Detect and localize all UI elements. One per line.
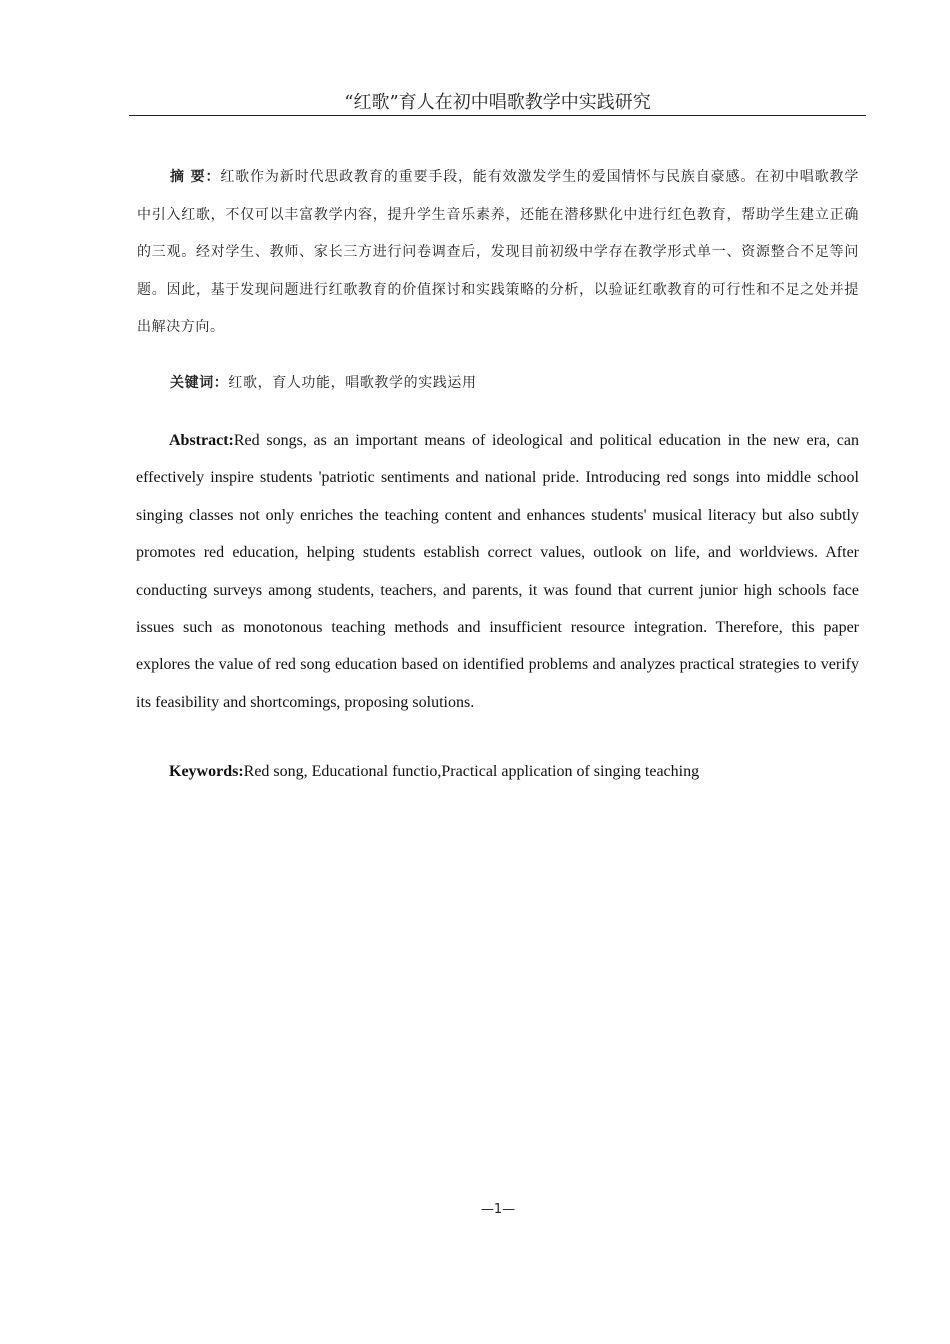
running-header-title: “红歌”育人在初中唱歌教学中实践研究	[344, 92, 651, 113]
english-abstract-text: Red songs, as an important means of ideological and political education in the new era, can effectively inspire students 'patriotic sentiments and national pride. Introducing red songs into middle school singing classes not only enriches the teaching content and enhances students' musical literacy but also subtly promotes red education, helping students establish correct values, outlook on life, and worldviews. After conducting surveys among students, teachers, and parents, it was found that current junior high schools face issues such as monotonous teaching methods and insufficient resource integration. Therefore, this paper explores the value of red song education based on identified problems and analyzes practical strategies to verify its feasibility and shortcomings, proposing solutions.	[136, 432, 859, 711]
page-number: —1—	[480, 1202, 516, 1217]
english-abstract-label: Abstract:	[169, 432, 234, 449]
english-abstract-paragraph	[136, 422, 859, 721]
chinese-abstract-text: 红歌作为新时代思政教育的重要手段，能有效激发学生的爱国情怀与民族自豪感。在初中唱歌教学中引入红歌，不仅可以丰富教学内容，提升学生音乐素养，还能在潜移默化中进行红色教育，帮助学生建立正确的三观。经对学生、教师、家长三方进行问卷调查后，发现目前初级中学存在教学形式单一、资源整合不足等问题。因此，基于发现问题进行红歌教育的价值探讨和实践策略的分析，以验证红歌教育的可行性和不足之处并提出解决方向。	[137, 169, 859, 335]
chinese-abstract-paragraph	[137, 159, 859, 347]
english-keywords-label: Keywords:	[169, 763, 244, 780]
chinese-keywords-paragraph	[137, 369, 859, 397]
english-keywords-text: Red song, Educational functio,Practical application of singing teaching	[243, 763, 700, 780]
english-keywords-paragraph	[136, 758, 859, 786]
chinese-keywords-text: 红歌，育人功能，唱歌教学的实践运用	[228, 375, 477, 391]
header-divider	[129, 115, 866, 116]
chinese-abstract-label: 摘 要：	[170, 169, 221, 185]
chinese-keywords-label: 关键词：	[170, 375, 229, 391]
